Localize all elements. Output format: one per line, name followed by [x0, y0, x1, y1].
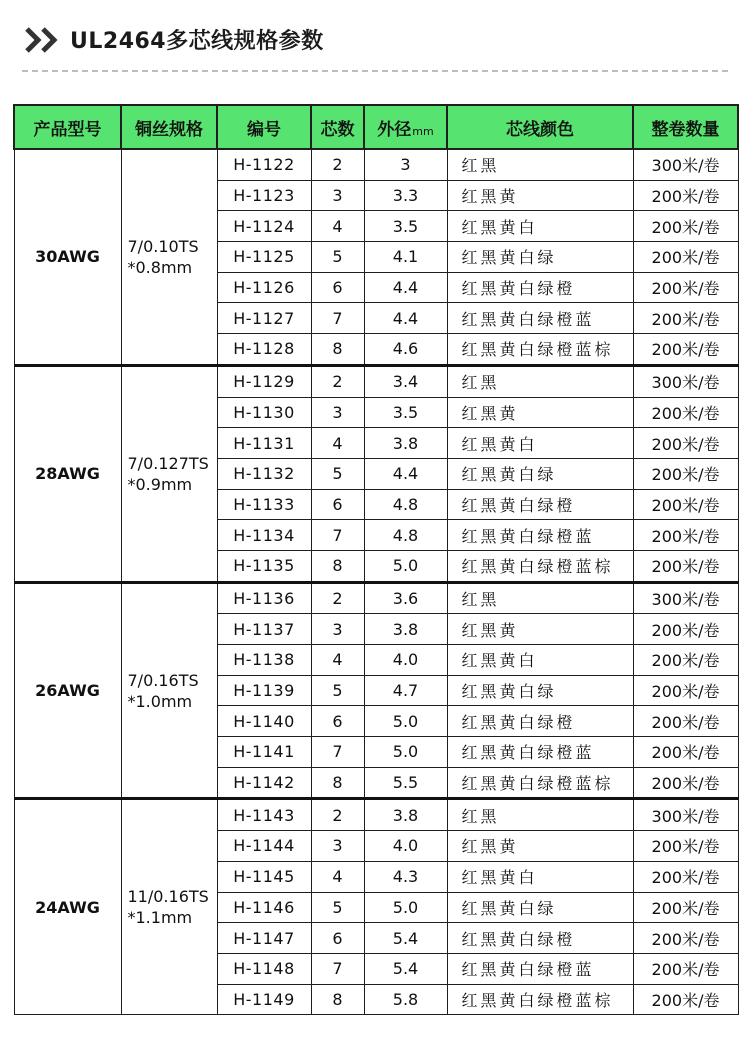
cores-cell: 3	[311, 180, 364, 211]
code-cell: H-1127	[217, 303, 311, 334]
table-row	[14, 799, 738, 831]
quantity-cell: 200米/卷	[633, 953, 738, 984]
code-cell: H-1142	[217, 767, 311, 799]
diameter-cell: 4.4	[364, 272, 447, 303]
code-cell: H-1129	[217, 365, 311, 397]
colors-cell: 红黑黄白绿橙蓝棕	[447, 984, 633, 1015]
colors-cell: 红黑黄白绿橙蓝	[447, 737, 633, 768]
cores-cell: 6	[311, 272, 364, 303]
diameter-cell: 5.0	[364, 892, 447, 923]
cores-cell: 8	[311, 334, 364, 366]
code-cell: H-1126	[217, 272, 311, 303]
colors-cell: 红黑黄白绿橙	[447, 489, 633, 520]
diameter-cell: 4.0	[364, 645, 447, 676]
quantity-cell: 300米/卷	[633, 149, 738, 180]
diameter-cell: 4.8	[364, 520, 447, 551]
diameter-cell: 3.3	[364, 180, 447, 211]
cores-cell: 3	[311, 397, 364, 428]
quantity-cell: 200米/卷	[633, 334, 738, 366]
cores-cell: 7	[311, 737, 364, 768]
code-cell: H-1124	[217, 211, 311, 242]
colors-cell: 红黑黄白绿橙	[447, 706, 633, 737]
diameter-cell: 3.5	[364, 397, 447, 428]
code-cell: H-1148	[217, 953, 311, 984]
code-cell: H-1135	[217, 550, 311, 582]
cores-cell: 2	[311, 582, 364, 614]
diameter-cell: 3.8	[364, 614, 447, 645]
cores-cell: 8	[311, 984, 364, 1015]
quantity-cell: 200米/卷	[633, 272, 738, 303]
quantity-cell: 200米/卷	[633, 550, 738, 582]
code-cell: H-1133	[217, 489, 311, 520]
diameter-cell: 3.4	[364, 365, 447, 397]
code-cell: H-1132	[217, 458, 311, 489]
diameter-cell: 4.7	[364, 675, 447, 706]
colors-cell: 红黑	[447, 799, 633, 831]
colors-cell: 红黑黄	[447, 614, 633, 645]
code-cell: H-1131	[217, 428, 311, 459]
cores-cell: 7	[311, 953, 364, 984]
wire-spec-cell	[121, 149, 217, 365]
colors-cell: 红黑黄白绿橙蓝	[447, 953, 633, 984]
cores-cell: 5	[311, 458, 364, 489]
code-cell: H-1138	[217, 645, 311, 676]
column-header-quantity: 整卷数量	[633, 105, 738, 149]
code-cell: H-1136	[217, 582, 311, 614]
wire-spec-diameter: *0.8mm	[127, 257, 193, 277]
diameter-cell: 4.8	[364, 489, 447, 520]
quantity-cell: 200米/卷	[633, 767, 738, 799]
cores-cell: 3	[311, 831, 364, 862]
spec-table	[13, 104, 739, 1015]
quantity-cell: 200米/卷	[633, 645, 738, 676]
quantity-cell: 200米/卷	[633, 675, 738, 706]
code-cell: H-1144	[217, 831, 311, 862]
colors-cell: 红黑	[447, 149, 633, 180]
code-cell: H-1122	[217, 149, 311, 180]
colors-cell: 红黑	[447, 582, 633, 614]
column-header-model: 产品型号	[14, 105, 121, 149]
code-cell: H-1141	[217, 737, 311, 768]
wire-spec-cell	[121, 799, 217, 1015]
column-header-code: 编号	[217, 105, 311, 149]
cores-cell: 8	[311, 550, 364, 582]
code-cell: H-1146	[217, 892, 311, 923]
diameter-cell: 5.0	[364, 737, 447, 768]
column-header-wire-spec: 铜丝规格	[121, 105, 217, 149]
colors-cell: 红黑黄白	[447, 861, 633, 892]
table-body	[14, 149, 738, 1015]
quantity-cell: 200米/卷	[633, 458, 738, 489]
quantity-cell: 300米/卷	[633, 799, 738, 831]
wire-spec-line: 7/0.10TS	[127, 236, 199, 256]
cores-cell: 2	[311, 149, 364, 180]
cores-cell: 4	[311, 861, 364, 892]
quantity-cell: 200米/卷	[633, 520, 738, 551]
colors-cell: 红黑黄白绿橙蓝	[447, 520, 633, 551]
wire-spec-line: 11/0.16TS	[127, 887, 209, 907]
code-cell: H-1143	[217, 799, 311, 831]
chevron-right-icon	[40, 26, 58, 54]
diameter-cell: 3.8	[364, 799, 447, 831]
awg-cell: 26AWG	[14, 582, 121, 799]
diameter-cell: 3	[364, 149, 447, 180]
cores-cell: 7	[311, 520, 364, 551]
colors-cell: 红黑黄	[447, 397, 633, 428]
cores-cell: 2	[311, 799, 364, 831]
colors-cell: 红黑黄白绿橙	[447, 923, 633, 954]
quantity-cell: 200米/卷	[633, 614, 738, 645]
code-cell: H-1149	[217, 984, 311, 1015]
colors-cell: 红黑黄白绿橙蓝棕	[447, 767, 633, 799]
page-title: UL2464多芯线规格参数	[70, 29, 324, 54]
quantity-cell: 300米/卷	[633, 582, 738, 614]
cores-cell: 4	[311, 211, 364, 242]
diameter-cell: 5.4	[364, 923, 447, 954]
quantity-cell: 200米/卷	[633, 242, 738, 273]
cores-cell: 5	[311, 892, 364, 923]
awg-cell: 30AWG	[14, 149, 121, 365]
diameter-cell: 4.1	[364, 242, 447, 273]
diameter-cell: 5.5	[364, 767, 447, 799]
cores-cell: 8	[311, 767, 364, 799]
diameter-cell: 5.0	[364, 550, 447, 582]
column-header-cores: 芯数	[311, 105, 364, 149]
colors-cell: 红黑黄白绿橙蓝棕	[447, 550, 633, 582]
code-cell: H-1123	[217, 180, 311, 211]
colors-cell: 红黑	[447, 365, 633, 397]
cores-cell: 6	[311, 489, 364, 520]
quantity-cell: 200米/卷	[633, 428, 738, 459]
table-row	[14, 582, 738, 614]
quantity-cell: 200米/卷	[633, 211, 738, 242]
wire-spec-diameter: *1.1mm	[127, 908, 193, 928]
wire-spec-cell	[121, 582, 217, 799]
quantity-cell: 200米/卷	[633, 397, 738, 428]
wire-spec-diameter: *1.0mm	[127, 691, 193, 711]
quantity-cell: 300米/卷	[633, 365, 738, 397]
quantity-cell: 200米/卷	[633, 923, 738, 954]
code-cell: H-1128	[217, 334, 311, 366]
cores-cell: 4	[311, 428, 364, 459]
code-cell: H-1137	[217, 614, 311, 645]
table-header-row	[14, 105, 738, 149]
cores-cell: 6	[311, 923, 364, 954]
awg-cell: 24AWG	[14, 799, 121, 1015]
quantity-cell: 200米/卷	[633, 303, 738, 334]
quantity-cell: 200米/卷	[633, 180, 738, 211]
quantity-cell: 200米/卷	[633, 737, 738, 768]
column-header-colors: 芯线颜色	[447, 105, 633, 149]
colors-cell: 红黑黄白绿	[447, 892, 633, 923]
page-header	[0, 0, 750, 74]
quantity-cell: 200米/卷	[633, 892, 738, 923]
colors-cell: 红黑黄白绿	[447, 675, 633, 706]
diameter-cell: 3.5	[364, 211, 447, 242]
awg-cell: 28AWG	[14, 365, 121, 582]
diameter-cell: 4.0	[364, 831, 447, 862]
cores-cell: 6	[311, 706, 364, 737]
quantity-cell: 200米/卷	[633, 489, 738, 520]
quantity-cell: 200米/卷	[633, 706, 738, 737]
wire-spec-cell	[121, 365, 217, 582]
colors-cell: 红黑黄白绿橙	[447, 272, 633, 303]
diameter-cell: 4.4	[364, 458, 447, 489]
diameter-cell: 3.6	[364, 582, 447, 614]
colors-cell: 红黑黄白绿	[447, 242, 633, 273]
diameter-cell: 4.4	[364, 303, 447, 334]
quantity-cell: 200米/卷	[633, 861, 738, 892]
colors-cell: 红黑黄白绿	[447, 458, 633, 489]
colors-cell: 红黑黄白	[447, 428, 633, 459]
wire-spec-line: 7/0.16TS	[127, 670, 199, 690]
quantity-cell: 200米/卷	[633, 984, 738, 1015]
code-cell: H-1134	[217, 520, 311, 551]
column-header-diameter: 外径mm	[364, 105, 447, 149]
dashed-divider	[22, 70, 728, 72]
cores-cell: 5	[311, 242, 364, 273]
code-cell: H-1130	[217, 397, 311, 428]
colors-cell: 红黑黄	[447, 831, 633, 862]
colors-cell: 红黑黄白	[447, 211, 633, 242]
diameter-cell: 4.6	[364, 334, 447, 366]
table-row	[14, 149, 738, 180]
wire-spec-diameter: *0.9mm	[127, 474, 193, 494]
cores-cell: 2	[311, 365, 364, 397]
quantity-cell: 200米/卷	[633, 831, 738, 862]
code-cell: H-1139	[217, 675, 311, 706]
cores-cell: 3	[311, 614, 364, 645]
colors-cell: 红黑黄白绿橙蓝棕	[447, 334, 633, 366]
diameter-cell: 5.8	[364, 984, 447, 1015]
code-cell: H-1147	[217, 923, 311, 954]
colors-cell: 红黑黄	[447, 180, 633, 211]
code-cell: H-1145	[217, 861, 311, 892]
table-row	[14, 365, 738, 397]
diameter-cell: 4.3	[364, 861, 447, 892]
colors-cell: 红黑黄白	[447, 645, 633, 676]
code-cell: H-1125	[217, 242, 311, 273]
cores-cell: 4	[311, 645, 364, 676]
wire-spec-line: 7/0.127TS	[127, 453, 209, 473]
diameter-cell: 5.0	[364, 706, 447, 737]
code-cell: H-1140	[217, 706, 311, 737]
colors-cell: 红黑黄白绿橙蓝	[447, 303, 633, 334]
diameter-cell: 5.4	[364, 953, 447, 984]
cores-cell: 5	[311, 675, 364, 706]
diameter-cell: 3.8	[364, 428, 447, 459]
cores-cell: 7	[311, 303, 364, 334]
